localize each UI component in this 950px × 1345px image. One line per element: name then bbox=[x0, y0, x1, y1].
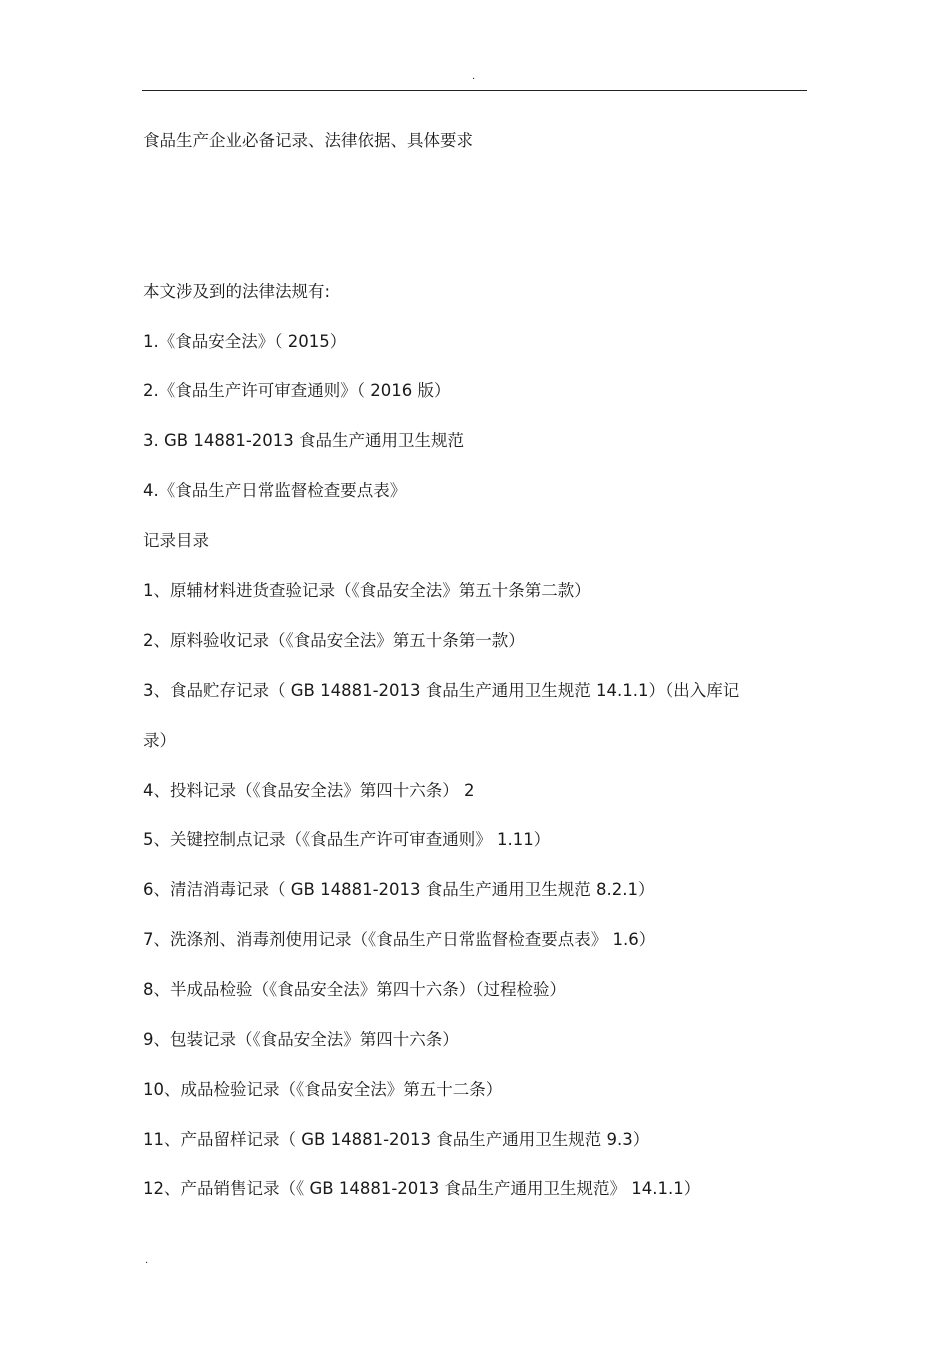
law-item: 4.《食品生产日常监督检查要点表》 bbox=[143, 481, 407, 500]
document-title: 食品生产企业必备记录、法律依据、具体要求 bbox=[143, 131, 473, 150]
record-item: 9、包装记录（《食品安全法》第四十六条） bbox=[143, 1030, 459, 1049]
record-item: 4、投料记录（《食品安全法》第四十六条） 2 bbox=[143, 781, 475, 800]
law-item: 3. GB 14881-2013 食品生产通用卫生规范 bbox=[143, 431, 465, 450]
record-item: 3、食品贮存记录（ GB 14881-2013 食品生产通用卫生规范 14.1.1）（出入库记 bbox=[143, 681, 740, 700]
record-item: 8、半成品检验（《食品安全法》第四十六条）（过程检验） bbox=[143, 980, 566, 999]
header-rule bbox=[142, 90, 807, 91]
record-item: 1、原辅材料进货查验记录（《食品安全法》第五十条第二款） bbox=[143, 581, 591, 600]
record-item: 10、成品检验记录（《食品安全法》第五十二条） bbox=[143, 1080, 503, 1099]
law-item: 1.《食品安全法》（ 2015） bbox=[143, 332, 347, 351]
record-item: 6、清洁消毒记录（ GB 14881-2013 食品生产通用卫生规范 8.2.1） bbox=[143, 880, 655, 899]
records-heading: 记录目录 bbox=[143, 531, 209, 550]
record-item-continuation: 录） bbox=[143, 731, 176, 750]
header-mark: . bbox=[472, 71, 476, 82]
record-item: 12、产品销售记录（《 GB 14881-2013 食品生产通用卫生规范》 14.1.1） bbox=[143, 1179, 701, 1198]
record-item: 11、产品留样记录（ GB 14881-2013 食品生产通用卫生规范 9.3） bbox=[143, 1130, 650, 1149]
record-item: 2、原料验收记录（《食品安全法》第五十条第一款） bbox=[143, 631, 525, 650]
record-item: 7、洗涤剂、消毒剂使用记录（《食品生产日常监督检查要点表》 1.6） bbox=[143, 930, 656, 949]
laws-heading: 本文涉及到的法律法规有: bbox=[143, 282, 331, 301]
footer-mark: . bbox=[145, 1255, 149, 1266]
law-item: 2.《食品生产许可审查通则》（ 2016 版） bbox=[143, 381, 451, 400]
record-item: 5、关键控制点记录（《食品生产许可审查通则》 1.11） bbox=[143, 830, 551, 849]
